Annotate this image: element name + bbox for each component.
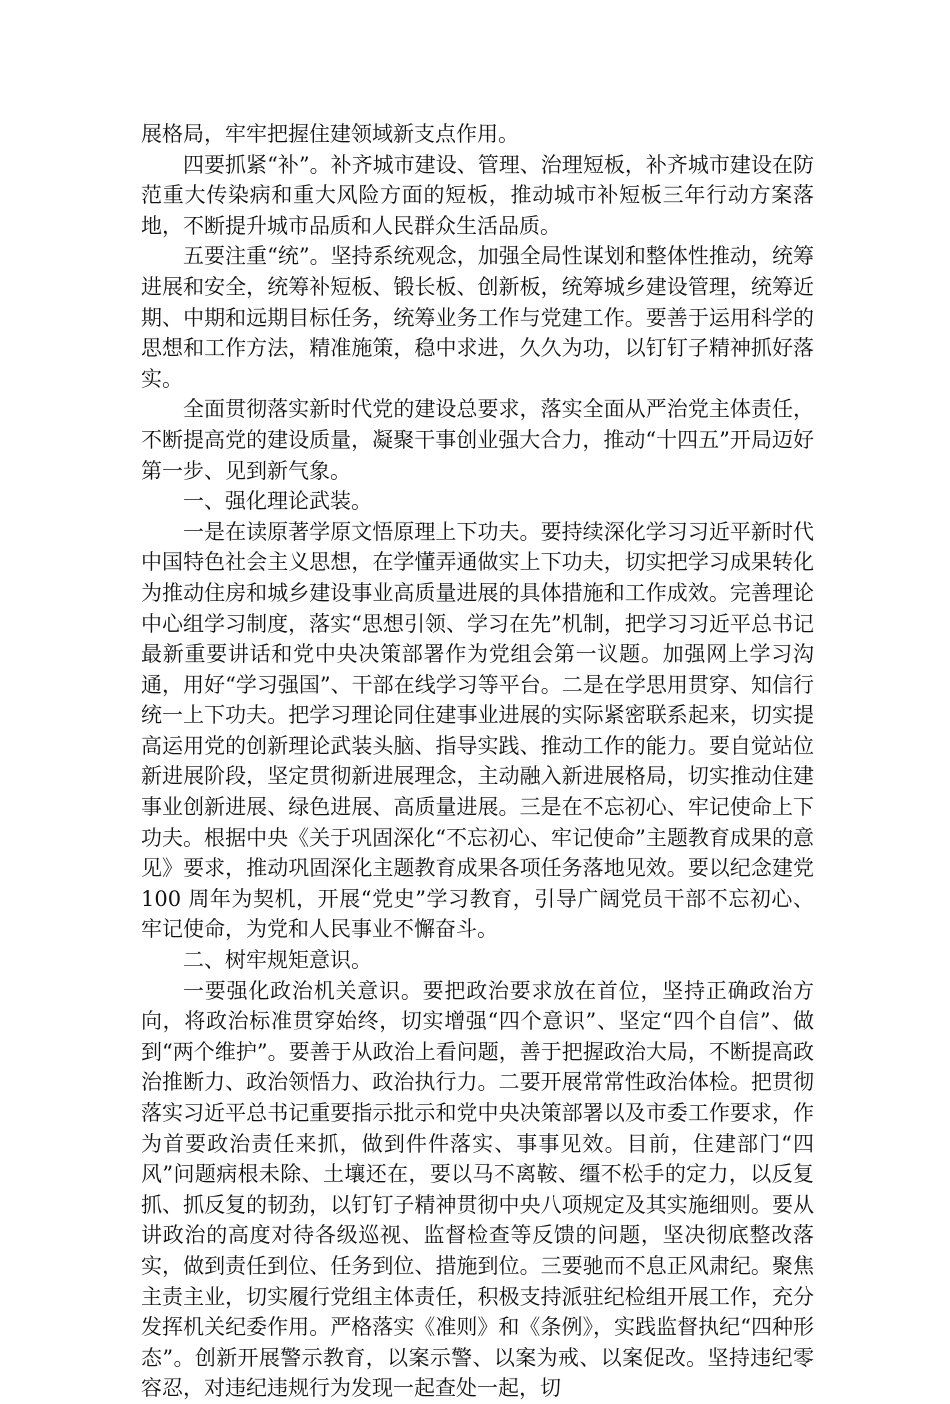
paragraph: 一是在读原著学原文悟原理上下功夫。要持续深化学习习近平新时代中国特色社会主义思想，在学懂弄通做实上下功夫，切实把学习成果转化为推动住房和城乡建设事业高质量进展的具体措施和工作成效。完善理论中心组学习制度，落实“思想引领、学习在先”机制，把学习习近平总书记最新重要讲话和党中央决策部署作为党组会第一议题。加强网上学习沟通，用好“学习强国”、干部在线学习等平台。二是在学思用贯穿、知信行统一上下功夫。把学习理论同住建事业进展的实际紧密联系起来，切实提高运用党的创新理论武装头脑、指导实践、推动工作的能力。要自觉站位新进展阶段，坚定贯彻新进展理念，主动融入新进展格局，切实推动住建事业创新进展、绿色进展、高质量进展。三是在不忘初心、牢记使命上下功夫。根据中央《关于巩固深化“不忘初心、牢记使命”主题教育成果的意见》要求，推动巩固深化主题教育成果各项任务落地见效。要以纪念建党 100 周年为契机，开展“党史”学习教育，引导广阔党员干部不忘初心、牢记使命，为党和人民事业不懈奋斗。 — [141, 519, 814, 942]
paragraph: 展格局，牢牢把握住建领域新支点作用。 — [141, 122, 519, 146]
section-heading: 二、树牢规矩意识。 — [183, 948, 372, 973]
paragraph: 一要强化政治机关意识。要把政治要求放在首位，坚持正确政治方向，将政治标准贯穿始终，切实增强“四个意识”、坚定“四个自信”、做到“两个维护”。要善于从政治上看问题，善于把握政治大局，不断提高政治推断力、政治领悟力、政治执行力。二要开展常常性政治体检。把贯彻落实习近平总书记重要指示批示和党中央决策部署以及市委工作要求，作为首要政治责任来抓，做到件件落实、事事见效。目前，住建部门“四风”问题病根未除、土壤还在，要以马不离鞍、缰不松手的定力，以反复抓、抓反复的韧劲，以钉钉子精神贯彻中央八项规定及其实施细则。要从讲政治的高度对待各级巡视、监督检查等反馈的问题，坚决彻底整改落实，做到责任到位、任务到位、措施到位。三要驰而不息正风肃纪。聚焦主责主业，切实履行党组主体责任，积极支持派驻纪检组开展工作，充分发挥机关纪委作用。严格落实《准则》和《条例》，实践监督执纪“四种形态”。创新开展警示教育，以案示警、以案为戒、以案促改。坚持违纪零容忍，对违纪违规行为发现一起查处一起，切 — [141, 978, 814, 1401]
section-heading: 一、强化理论武装。 — [183, 489, 372, 514]
paragraph: 五要注重“统”。坚持系统观念，加强全局性谋划和整体性推动，统筹进展和安全，统筹补短板、锻长板、创新板，统筹城乡建设管理，统筹近期、中期和远期目标任务，统筹业务工作与党建工作。要善于运用科学的思想和工作方法，精准施策，稳中求进，久久为功，以钉钉子精神抓好落实。 — [141, 244, 814, 391]
paragraph: 全面贯彻落实新时代党的建设总要求，落实全面从严治党主体责任，不断提高党的建设质量，凝聚干事创业强大合力，推动“十四五”开局迈好第一步、见到新气象。 — [141, 397, 814, 483]
document-body — [141, 119, 814, 1404]
paragraph: 四要抓紧“补”。补齐城市建设、管理、治理短板，补齐城市建设在防范重大传染病和重大风险方面的短板，推动城市补短板三年行动方案落地，不断提升城市品质和人民群众生活品质。 — [141, 152, 814, 238]
